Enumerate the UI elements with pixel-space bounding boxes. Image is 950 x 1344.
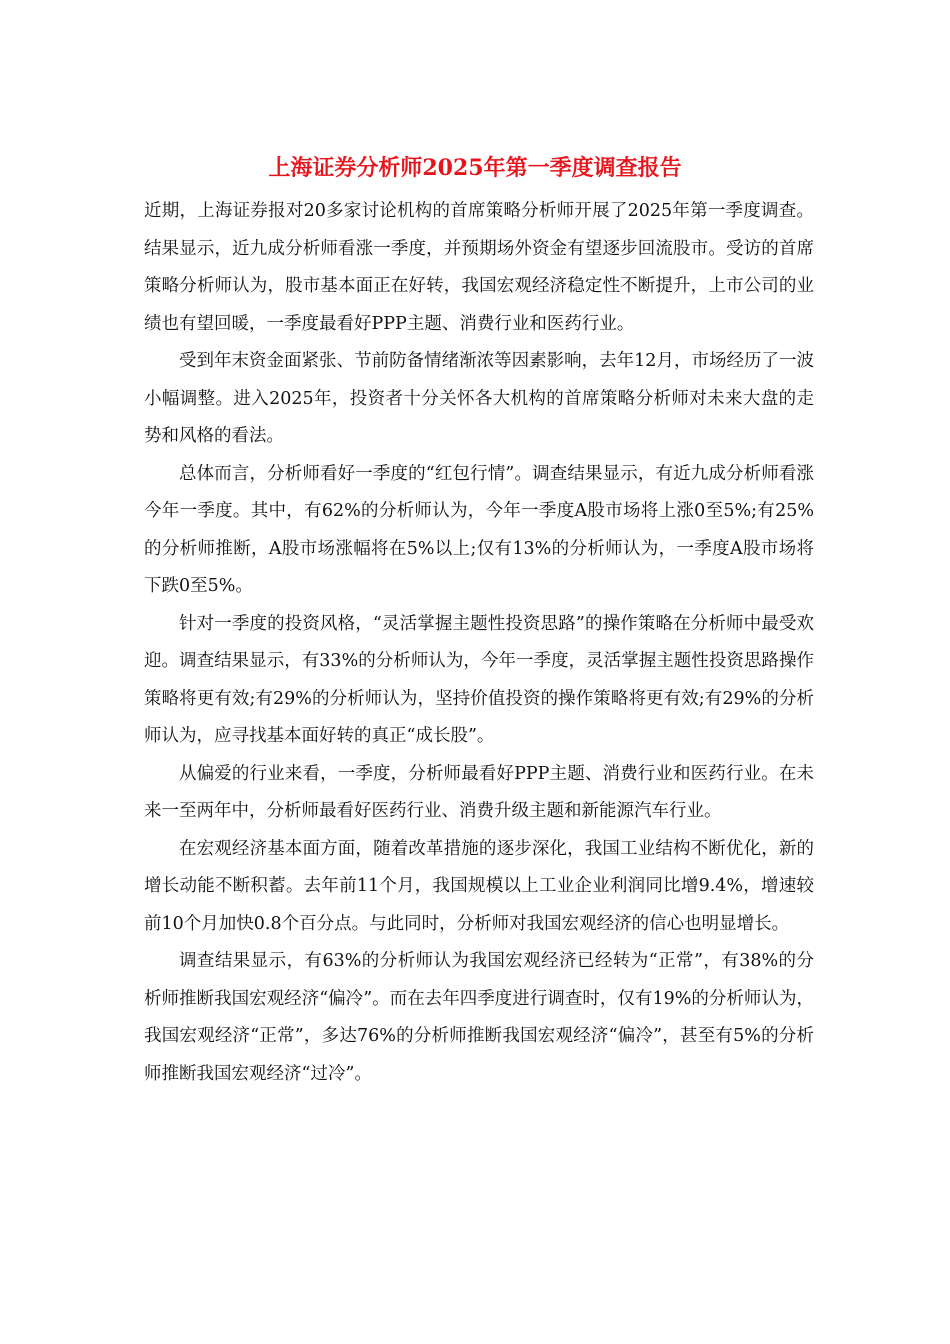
document-body xyxy=(144,193,814,1093)
paragraph: 在宏观经济基本面方面，随着改革措施的逐步深化，我国工业结构不断优化，新的增长动能不断积蓄。去年前11个月，我国规模以上工业企业利润同比增9.4%，增速较前10个月加快0.8个百分点。与此同时，分析师对我国宏观经济的信心也明显增长。 xyxy=(144,838,814,934)
paragraph: 调查结果显示，有63%的分析师认为我国宏观经济已经转为“正常”，有38%的分析师推断我国宏观经济“偏冷”。而在去年四季度进行调查时，仅有19%的分析师认为，我国宏观经济“正常”，多达76%的分析师推断我国宏观经济“偏冷”，甚至有5%的分析师推断我国宏观经济“过冷”。 xyxy=(144,951,814,1084)
paragraph: 受到年末资金面紧张、节前防备情绪渐浓等因素影响，去年12月，市场经历了一波小幅调整。进入2025年，投资者十分关怀各大机构的首席策略分析师对未来大盘的走势和风格的看法。 xyxy=(144,351,814,446)
paragraph: 总体而言，分析师看好一季度的“红包行情”。调查结果显示，有近九成分析师看涨今年一季度。其中，有62%的分析师认为，今年一季度A股市场将上涨0至5%;有25%的分析师推断，A股市场涨幅将在5%以上;仅有13%的分析师认为，一季度A股市场将下跌0至5%。 xyxy=(144,463,814,596)
paragraph: 针对一季度的投资风格，“灵活掌握主题性投资思路”的操作策略在分析师中最受欢迎。调查结果显示，有33%的分析师认为，今年一季度，灵活掌握主题性投资思路操作策略将更有效;有29%的分析师认为，坚持价值投资的操作策略将更有效;有29%的分析师认为，应寻找基本面好转的真正“成长股”。 xyxy=(144,613,814,746)
document-title: 上海证券分析师2025年第一季度调查报告 xyxy=(268,155,682,181)
paragraph: 从偏爱的行业来看，一季度，分析师最看好PPP主题、消费行业和医药行业。在未来一至两年中，分析师最看好医药行业、消费升级主题和新能源汽车行业。 xyxy=(144,763,814,821)
paragraph-intro: 近期，上海证券报对20多家讨论机构的首席策略分析师开展了2025年第一季度调查。结果显示，近九成分析师看涨一季度，并预期场外资金有望逐步回流股市。受访的首席策略分析师认为，股市基本面正在好转，我国宏观经济稳定性不断提升，上市公司的业绩也有望回暖，一季度最看好PPP主题、消费行业和医药行业。 xyxy=(144,201,814,334)
